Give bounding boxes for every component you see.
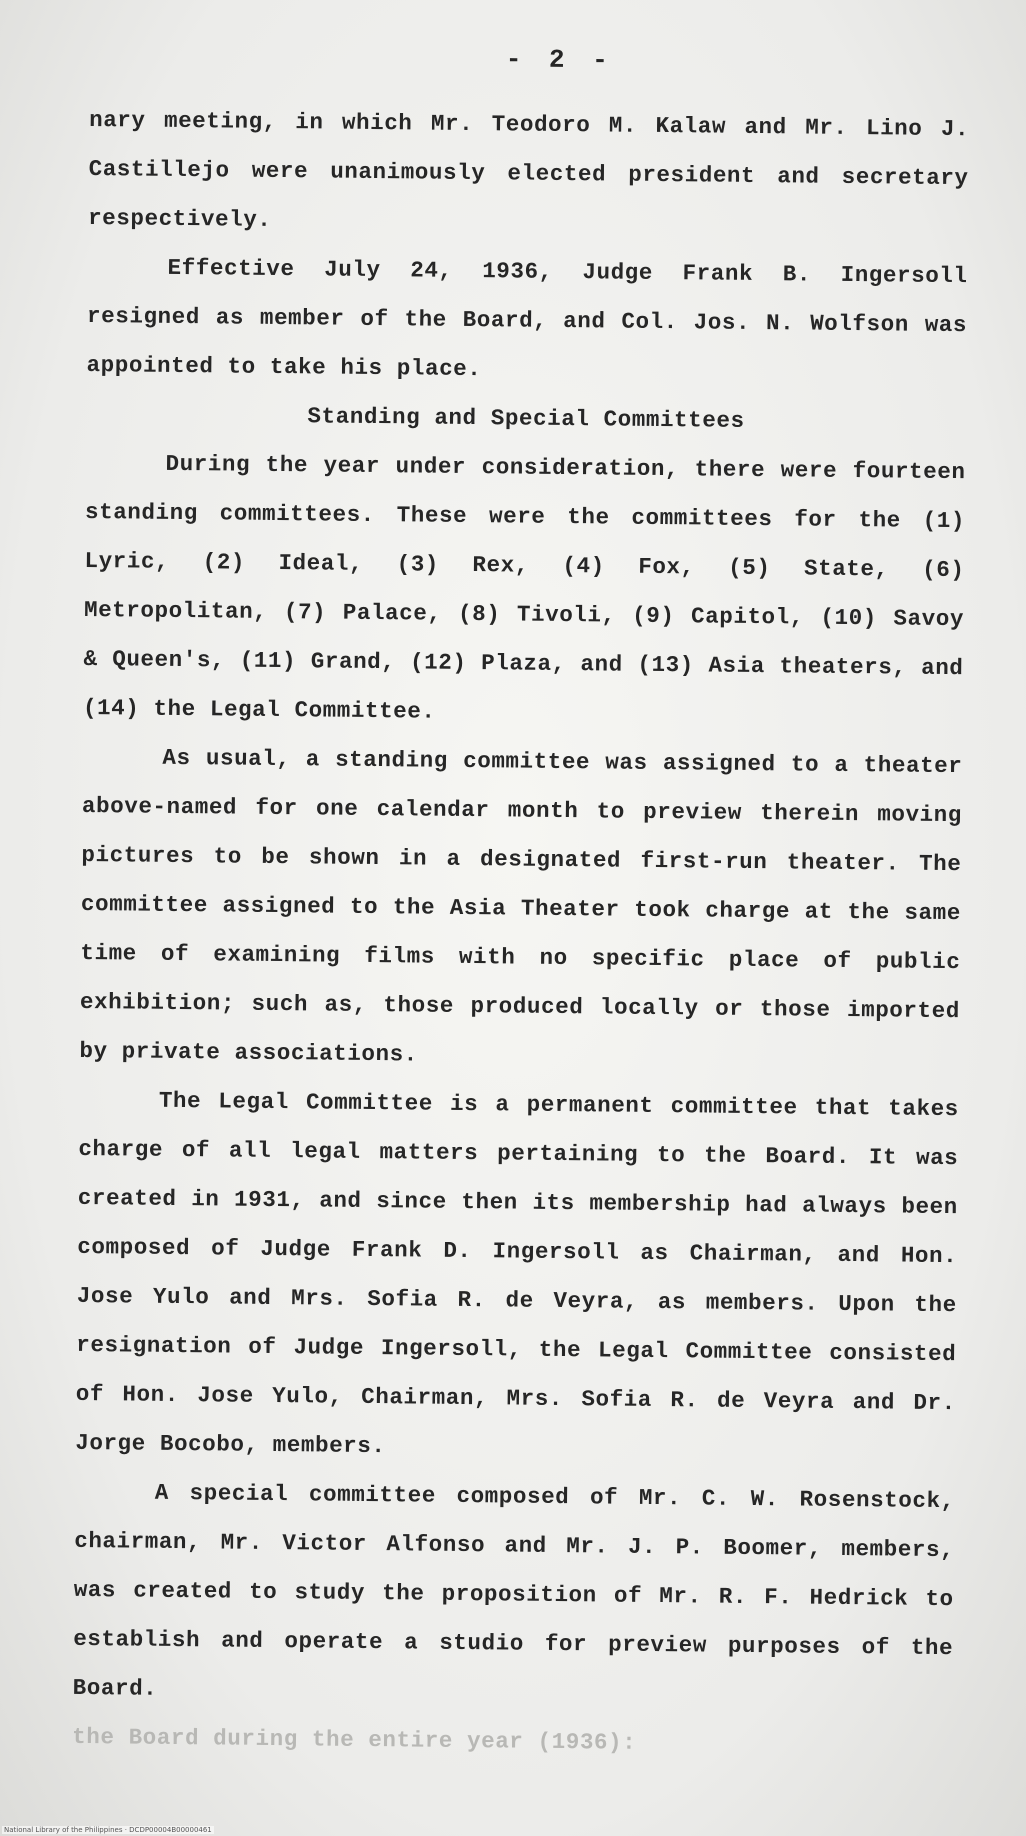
paragraph-committee-assignment: As usual, a standing committee was assigned to a theater above-named for one calendar month to preview therein moving pictures to be shown in a designated first-run theater. The committee assigned to the Asia Theater took charge at the same time of examining films with no specific place of public exhibition; such as, those produced locally or those imported by private associations. bbox=[79, 744, 963, 1068]
document-body bbox=[72, 40, 970, 1771]
paragraph-special-committee: A special committee composed of Mr. C. W. Rosenstock, chairman, Mr. Victor Alfonso and Mr. J. P. Boomer, members, was created to study the proposition of Mr. R. F. Hedrick to establish and operate a studio for preview purposes of the Board. bbox=[72, 1479, 955, 1702]
paragraph-legal-committee: The Legal Committee is a permanent committee that takes charge of all legal matters pertaining to the Board. It was created in 1931, and since then its membership had always been composed of Judge Frank D. Ingersoll as Chairman, and Hon. Jose Yulo and Mrs. Sofia R. de Veyra, as members. Upon the resignation of Judge Ingersoll, the Legal Committee consisted of Hon. Jose Yulo, Chairman, Mrs. Sofia R. de Veyra and Dr. Jorge Bocobo, members. bbox=[75, 1087, 959, 1460]
section-heading: Standing and Special Committees bbox=[307, 403, 745, 434]
paragraph-standing-committees: During the year under consideration, there were fourteen standing committees. These were the committees for the (1) Lyric, (2) Ideal, (3) Rex, (4) Fox, (5) State, (6) Metropolitan, (7) Palace, (8) Tivoli, (9) Capitol, (10) Savoy & Queen's, (11) Grand, (12) Plaza, and (13) Asia theaters, and (14) the Legal Committee. bbox=[82, 450, 966, 725]
page-number: - 2 - bbox=[505, 44, 614, 76]
archive-footer-stamp: National Library of the Philippines · DCDP00004B00000461 bbox=[4, 1826, 212, 1834]
trailing-bleed-through-line: the Board during the entire year (1936): bbox=[72, 1723, 637, 1756]
paragraph-resignation: Effective July 24, 1936, Judge Frank B. Ingersoll resigned as member of the Board, and Col. Jos. N. Wolfson was appointed to take his place. bbox=[86, 254, 968, 383]
paragraph-election: nary meeting, in which Mr. Teodoro M. Kalaw and Mr. Lino J. Castillejo were unanimously elected president and secretary respectively. bbox=[87, 106, 970, 233]
